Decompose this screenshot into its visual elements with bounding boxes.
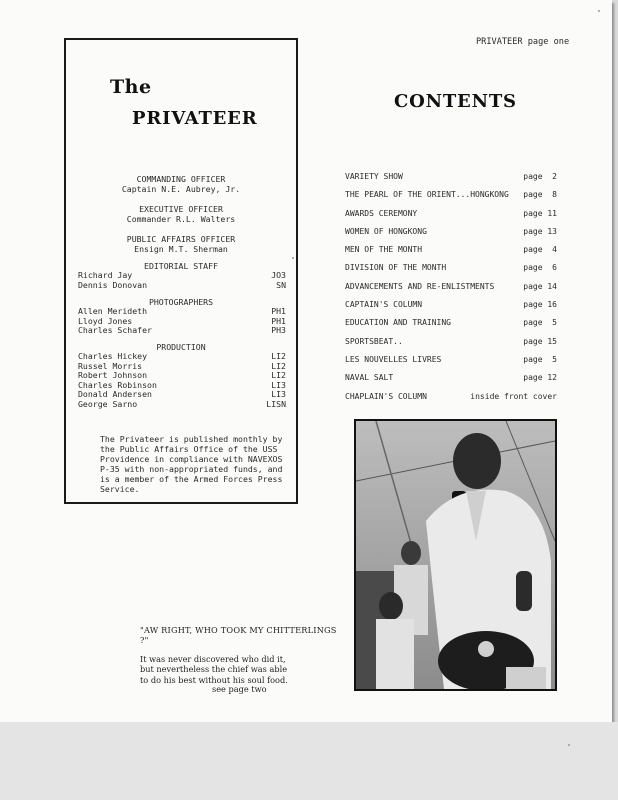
staff-name: Charles Hickey bbox=[78, 351, 148, 361]
caption-line: to do his best without his soul food. bbox=[140, 674, 288, 685]
toc-row bbox=[345, 318, 557, 336]
toc-row bbox=[345, 337, 557, 355]
masthead-the: The bbox=[110, 76, 152, 98]
toc-row bbox=[345, 373, 557, 391]
caption-body bbox=[140, 654, 340, 685]
toc-title: DIVISION OF THE MONTH bbox=[345, 263, 447, 273]
toc-page: page 5 bbox=[523, 318, 557, 328]
toc-title: VARIETY SHOW bbox=[345, 172, 403, 181]
production-heading: PRODUCTION bbox=[156, 342, 206, 352]
caption-quote: "AW RIGHT, WHO TOOK MY CHITTERLINGS ?" bbox=[140, 625, 337, 645]
toc-title: AWARDS CEREMONY bbox=[345, 208, 418, 218]
public-affairs-officer bbox=[66, 234, 296, 254]
staff-name: Richard Jay bbox=[78, 270, 133, 280]
toc-title: ADVANCEMENTS AND RE-ENLISTMENTS bbox=[345, 281, 495, 291]
toc-row bbox=[345, 227, 557, 245]
commanding-officer bbox=[66, 174, 296, 194]
masthead-box bbox=[64, 38, 298, 504]
editorial-staff-heading: EDITORIAL STAFF bbox=[144, 261, 218, 271]
toc-page: page 8 bbox=[523, 190, 557, 200]
photo-chief-speaking bbox=[354, 419, 557, 691]
toc-row bbox=[345, 300, 557, 318]
staff-row bbox=[78, 281, 286, 291]
editorial-staff-list bbox=[78, 271, 286, 290]
scanner-background bbox=[0, 722, 618, 800]
masthead-title: PRIVATEER bbox=[132, 108, 258, 129]
staff-name: Russel Morris bbox=[78, 360, 143, 371]
toc-page: page 2 bbox=[523, 172, 557, 181]
toc-page: page 16 bbox=[523, 300, 557, 310]
toc-row bbox=[345, 282, 557, 300]
toc-page: page 6 bbox=[523, 263, 557, 273]
staff-rate: LISN bbox=[266, 398, 286, 409]
toc-page: page 14 bbox=[523, 281, 557, 291]
toc-title: THE PEARL OF THE ORIENT...HONGKONG bbox=[345, 190, 509, 200]
officer-name: Commander R.L. Walters bbox=[126, 214, 236, 224]
staff-name: Donald Andersen bbox=[78, 389, 152, 400]
toc-title: MEN OF THE MONTH bbox=[345, 245, 423, 255]
toc-row bbox=[345, 245, 557, 263]
toc-row bbox=[345, 355, 557, 373]
caption-line: It was never discovered who did it, bbox=[140, 654, 286, 664]
photographers-heading: PHOTOGRAPHERS bbox=[148, 297, 214, 307]
officer-name: Captain N.E. Aubrey, Jr. bbox=[121, 184, 241, 194]
toc-page: page 12 bbox=[523, 373, 557, 383]
toc-row bbox=[345, 209, 557, 227]
toc-page: page 13 bbox=[523, 226, 557, 236]
toc-page: page 11 bbox=[523, 208, 557, 218]
staff-name: Allen Merideth bbox=[78, 306, 148, 316]
photo-caption bbox=[140, 625, 340, 685]
production-list bbox=[78, 352, 286, 410]
staff-name: Charles Schafer bbox=[78, 325, 152, 336]
staff-rate: SN bbox=[276, 279, 286, 290]
staff-row bbox=[78, 400, 286, 410]
staff-name: Robert Johnson bbox=[78, 370, 148, 381]
toc-title: CAPTAIN'S COLUMN bbox=[345, 300, 423, 310]
staff-name: Lloyd Jones bbox=[78, 315, 133, 326]
staff-rate: LI2 bbox=[271, 360, 286, 371]
staff-rate: PH3 bbox=[271, 325, 286, 336]
toc-row bbox=[345, 172, 557, 190]
toc-title: NAVAL SALT bbox=[345, 373, 394, 383]
table-of-contents bbox=[345, 172, 557, 410]
toc-title: CHAPLAIN'S COLUMN bbox=[345, 391, 427, 401]
officer-role: COMMANDING OFFICER bbox=[136, 174, 226, 184]
executive-officer bbox=[66, 204, 296, 224]
staff-rate: LI2 bbox=[271, 351, 286, 361]
paper-speck bbox=[568, 744, 570, 746]
toc-page: page 4 bbox=[523, 245, 557, 255]
staff-rate: JO3 bbox=[271, 270, 286, 280]
staff-row bbox=[78, 326, 286, 336]
toc-page: inside front cover bbox=[470, 391, 557, 401]
officer-name: Ensign M.T. Sherman bbox=[134, 244, 228, 254]
toc-title: LES NOUVELLES LIVRES bbox=[345, 354, 442, 364]
staff-rate: LI2 bbox=[271, 370, 286, 381]
toc-title: EDUCATION AND TRAINING bbox=[345, 318, 451, 328]
toc-row bbox=[345, 190, 557, 208]
page-label: PRIVATEER page one bbox=[476, 37, 570, 47]
staff-name: Charles Robinson bbox=[78, 379, 157, 390]
publication-blurb: The Privateer is published monthly by the Public Affairs Office of the USS Providence in compliance with NAVEXOS P-35 with non-appropriated funds, and is a member of the Armed Forces Press Service. bbox=[100, 434, 283, 494]
toc-row bbox=[345, 392, 557, 410]
paper-speck bbox=[292, 257, 294, 259]
photographers-list bbox=[78, 307, 286, 336]
staff-rate: PH1 bbox=[271, 306, 286, 316]
caption-see-page: see page two bbox=[212, 684, 267, 694]
toc-title: WOMEN OF HONGKONG bbox=[345, 226, 427, 236]
toc-row bbox=[345, 263, 557, 281]
officer-role: EXECUTIVE OFFICER bbox=[139, 204, 223, 214]
staff-name: George Sarno bbox=[78, 398, 138, 409]
staff-rate: PH1 bbox=[271, 315, 286, 326]
photo-illustration bbox=[356, 421, 555, 689]
contents-title: CONTENTS bbox=[394, 91, 517, 112]
toc-page: page 15 bbox=[523, 336, 557, 346]
paper-speck bbox=[598, 10, 600, 12]
staff-rate: LI3 bbox=[271, 379, 286, 390]
caption-line: but nevertheless the chief was able bbox=[140, 664, 288, 675]
staff-name: Dennis Donovan bbox=[78, 279, 148, 290]
officer-role: PUBLIC AFFAIRS OFFICER bbox=[126, 234, 236, 244]
toc-page: page 5 bbox=[523, 354, 557, 364]
staff-rate: LI3 bbox=[271, 389, 286, 400]
toc-title: SPORTSBEAT.. bbox=[345, 336, 403, 346]
